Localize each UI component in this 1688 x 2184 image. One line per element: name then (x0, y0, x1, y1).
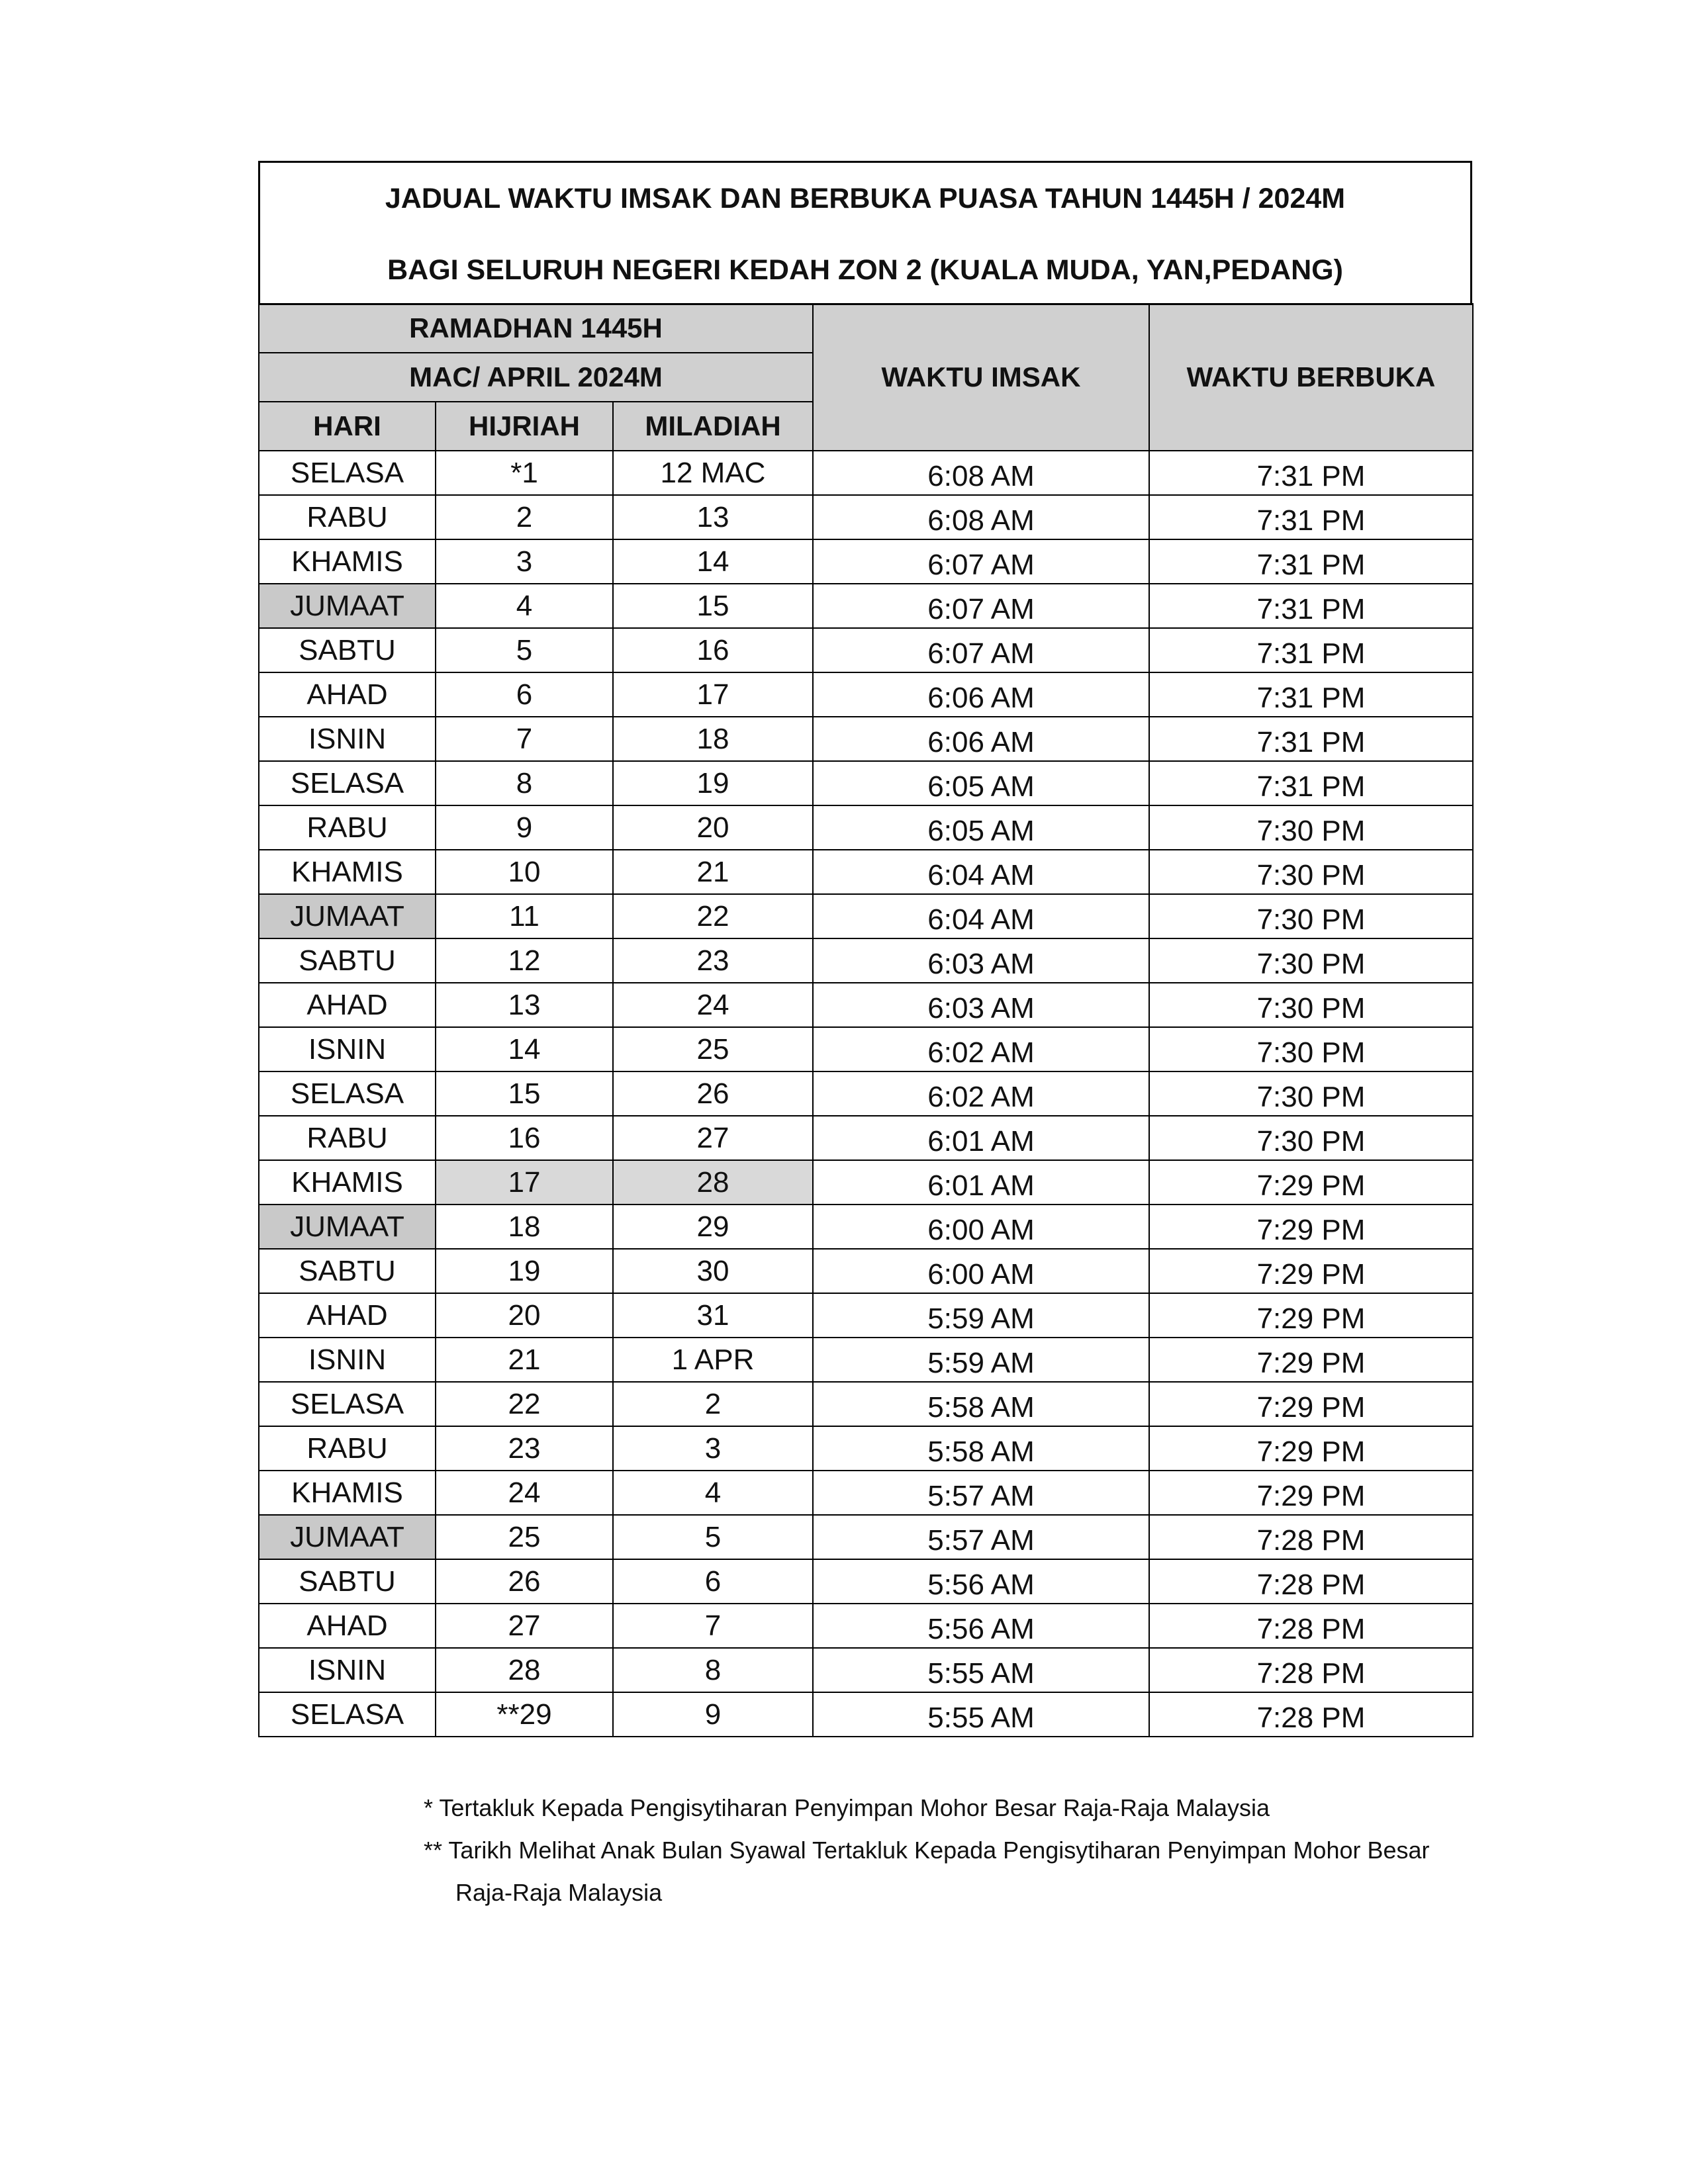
cell-hijriah: 9 (436, 805, 613, 850)
cell-hijriah: 8 (436, 761, 613, 805)
cell-berbuka: 7:30 PM (1149, 938, 1473, 983)
cell-imsak: 6:08 AM (813, 451, 1149, 495)
cell-hari: JUMAAT (259, 894, 436, 938)
cell-miladiah: 25 (613, 1027, 813, 1071)
cell-miladiah: 21 (613, 850, 813, 894)
cell-imsak: 6:03 AM (813, 938, 1149, 983)
cell-miladiah: 8 (613, 1648, 813, 1692)
cell-imsak: 5:57 AM (813, 1471, 1149, 1515)
cell-hijriah: 14 (436, 1027, 613, 1071)
cell-berbuka: 7:31 PM (1149, 761, 1473, 805)
table-row (259, 1426, 1473, 1471)
cell-berbuka: 7:31 PM (1149, 584, 1473, 628)
cell-hari: RABU (259, 1116, 436, 1160)
cell-miladiah: 2 (613, 1382, 813, 1426)
cell-hari: AHAD (259, 1604, 436, 1648)
table-row (259, 1338, 1473, 1382)
cell-hari: SABTU (259, 1559, 436, 1604)
cell-miladiah: 30 (613, 1249, 813, 1293)
cell-miladiah: 23 (613, 938, 813, 983)
header-hijriah: HIJRIAH (436, 402, 613, 451)
cell-miladiah: 16 (613, 628, 813, 672)
footnote-2: ** Tarikh Melihat Anak Bulan Syawal Tertakluk Kepada Pengisytiharan Penyimpan Mohor Besar (424, 1837, 1430, 1864)
cell-imsak: 6:02 AM (813, 1071, 1149, 1116)
cell-miladiah: 20 (613, 805, 813, 850)
table-row (259, 1116, 1473, 1160)
cell-hari: SELASA (259, 1382, 436, 1426)
cell-imsak: 5:56 AM (813, 1559, 1149, 1604)
cell-hijriah: 18 (436, 1205, 613, 1249)
table-row (259, 1382, 1473, 1426)
cell-imsak: 6:01 AM (813, 1160, 1149, 1205)
cell-miladiah: 6 (613, 1559, 813, 1604)
header-ramadhan: RAMADHAN 1445H (259, 304, 813, 353)
cell-imsak: 5:55 AM (813, 1648, 1149, 1692)
header-hari: HARI (259, 402, 436, 451)
cell-imsak: 5:58 AM (813, 1382, 1149, 1426)
cell-berbuka: 7:30 PM (1149, 1071, 1473, 1116)
cell-miladiah: 15 (613, 584, 813, 628)
cell-hari: SABTU (259, 938, 436, 983)
cell-hari: ISNIN (259, 1648, 436, 1692)
cell-berbuka: 7:29 PM (1149, 1426, 1473, 1471)
cell-hijriah: 12 (436, 938, 613, 983)
footnotes (424, 1787, 1516, 1914)
cell-hijriah: 21 (436, 1338, 613, 1382)
cell-hijriah: 15 (436, 1071, 613, 1116)
cell-hari: JUMAAT (259, 1515, 436, 1559)
cell-imsak: 5:55 AM (813, 1692, 1149, 1737)
table-row (259, 1293, 1473, 1338)
cell-miladiah: 24 (613, 983, 813, 1027)
cell-hari: AHAD (259, 983, 436, 1027)
cell-imsak: 5:59 AM (813, 1293, 1149, 1338)
table-row (259, 1515, 1473, 1559)
cell-berbuka: 7:31 PM (1149, 539, 1473, 584)
title-box (258, 161, 1472, 305)
table-row (259, 1559, 1473, 1604)
table-row (259, 1160, 1473, 1205)
cell-miladiah: 3 (613, 1426, 813, 1471)
cell-hijriah: 27 (436, 1604, 613, 1648)
cell-hijriah: 10 (436, 850, 613, 894)
table-row (259, 938, 1473, 983)
cell-miladiah: 18 (613, 717, 813, 761)
table-body (259, 451, 1473, 1737)
cell-hijriah: 7 (436, 717, 613, 761)
page-title: JADUAL WAKTU IMSAK DAN BERBUKA PUASA TAHUN 1445H / 2024M (385, 183, 1346, 214)
header-months: MAC/ APRIL 2024M (259, 353, 813, 402)
table-row (259, 983, 1473, 1027)
header-waktu-imsak: WAKTU IMSAK (813, 304, 1149, 451)
cell-imsak: 6:08 AM (813, 495, 1149, 539)
cell-imsak: 6:04 AM (813, 850, 1149, 894)
cell-miladiah: 7 (613, 1604, 813, 1648)
header-waktu-berbuka: WAKTU BERBUKA (1149, 304, 1473, 451)
cell-hari: ISNIN (259, 1338, 436, 1382)
cell-miladiah: 12 MAC (613, 451, 813, 495)
table-row (259, 1471, 1473, 1515)
cell-berbuka: 7:28 PM (1149, 1559, 1473, 1604)
table-row (259, 1071, 1473, 1116)
table-row (259, 672, 1473, 717)
cell-berbuka: 7:29 PM (1149, 1382, 1473, 1426)
cell-hari: SELASA (259, 1692, 436, 1737)
cell-miladiah: 29 (613, 1205, 813, 1249)
cell-hijriah: 28 (436, 1648, 613, 1692)
cell-miladiah: 28 (613, 1160, 813, 1205)
cell-miladiah: 22 (613, 894, 813, 938)
cell-imsak: 6:07 AM (813, 628, 1149, 672)
table-row (259, 539, 1473, 584)
cell-hijriah: 25 (436, 1515, 613, 1559)
cell-berbuka: 7:31 PM (1149, 717, 1473, 761)
cell-miladiah: 17 (613, 672, 813, 717)
cell-hari: ISNIN (259, 1027, 436, 1071)
cell-berbuka: 7:29 PM (1149, 1205, 1473, 1249)
cell-imsak: 5:56 AM (813, 1604, 1149, 1648)
table-row (259, 451, 1473, 495)
cell-imsak: 6:02 AM (813, 1027, 1149, 1071)
cell-hijriah: 11 (436, 894, 613, 938)
cell-berbuka: 7:30 PM (1149, 1116, 1473, 1160)
cell-berbuka: 7:29 PM (1149, 1160, 1473, 1205)
table-row (259, 717, 1473, 761)
cell-imsak: 6:00 AM (813, 1205, 1149, 1249)
timetable-sheet (258, 161, 1472, 1737)
cell-imsak: 6:03 AM (813, 983, 1149, 1027)
cell-hari: SABTU (259, 628, 436, 672)
cell-hijriah: 20 (436, 1293, 613, 1338)
footnote-1: * Tertakluk Kepada Pengisytiharan Penyimpan Mohor Besar Raja-Raja Malaysia (424, 1794, 1270, 1821)
cell-hari: KHAMIS (259, 1471, 436, 1515)
cell-miladiah: 4 (613, 1471, 813, 1515)
cell-hijriah: 22 (436, 1382, 613, 1426)
cell-hari: JUMAAT (259, 584, 436, 628)
footnote-2-continued: Raja-Raja Malaysia (455, 1879, 663, 1906)
cell-hari: SABTU (259, 1249, 436, 1293)
cell-miladiah: 31 (613, 1293, 813, 1338)
cell-imsak: 5:57 AM (813, 1515, 1149, 1559)
table-row (259, 584, 1473, 628)
cell-berbuka: 7:30 PM (1149, 894, 1473, 938)
cell-imsak: 6:06 AM (813, 672, 1149, 717)
cell-hari: KHAMIS (259, 850, 436, 894)
cell-hijriah: 5 (436, 628, 613, 672)
cell-hijriah: 3 (436, 539, 613, 584)
table-row (259, 805, 1473, 850)
cell-berbuka: 7:31 PM (1149, 451, 1473, 495)
cell-imsak: 6:05 AM (813, 761, 1149, 805)
cell-berbuka: 7:29 PM (1149, 1249, 1473, 1293)
cell-berbuka: 7:28 PM (1149, 1515, 1473, 1559)
cell-hijriah: 19 (436, 1249, 613, 1293)
cell-imsak: 6:00 AM (813, 1249, 1149, 1293)
cell-hijriah: *1 (436, 451, 613, 495)
table-row (259, 1249, 1473, 1293)
page-subtitle: BAGI SELURUH NEGERI KEDAH ZON 2 (KUALA MUDA, YAN,PEDANG) (387, 254, 1343, 286)
cell-hari: SELASA (259, 761, 436, 805)
cell-hijriah: 13 (436, 983, 613, 1027)
cell-miladiah: 13 (613, 495, 813, 539)
cell-imsak: 6:01 AM (813, 1116, 1149, 1160)
table-row (259, 495, 1473, 539)
cell-hari: RABU (259, 805, 436, 850)
cell-imsak: 6:05 AM (813, 805, 1149, 850)
cell-miladiah: 26 (613, 1071, 813, 1116)
cell-hijriah: 4 (436, 584, 613, 628)
cell-hari: JUMAAT (259, 1205, 436, 1249)
cell-miladiah: 9 (613, 1692, 813, 1737)
cell-imsak: 5:58 AM (813, 1426, 1149, 1471)
table-row (259, 894, 1473, 938)
cell-hijriah: 2 (436, 495, 613, 539)
cell-hari: RABU (259, 1426, 436, 1471)
cell-hari: AHAD (259, 672, 436, 717)
cell-miladiah: 1 APR (613, 1338, 813, 1382)
table-row (259, 850, 1473, 894)
cell-hari: ISNIN (259, 717, 436, 761)
cell-berbuka: 7:28 PM (1149, 1648, 1473, 1692)
cell-hari: SELASA (259, 451, 436, 495)
cell-hari: RABU (259, 495, 436, 539)
cell-imsak: 6:04 AM (813, 894, 1149, 938)
cell-berbuka: 7:28 PM (1149, 1692, 1473, 1737)
cell-miladiah: 19 (613, 761, 813, 805)
cell-hijriah: **29 (436, 1692, 613, 1737)
table-row (259, 628, 1473, 672)
cell-berbuka: 7:28 PM (1149, 1604, 1473, 1648)
cell-miladiah: 5 (613, 1515, 813, 1559)
cell-berbuka: 7:30 PM (1149, 983, 1473, 1027)
cell-berbuka: 7:31 PM (1149, 628, 1473, 672)
cell-hijriah: 17 (436, 1160, 613, 1205)
cell-hari: AHAD (259, 1293, 436, 1338)
cell-imsak: 6:06 AM (813, 717, 1149, 761)
cell-berbuka: 7:29 PM (1149, 1338, 1473, 1382)
cell-berbuka: 7:31 PM (1149, 672, 1473, 717)
cell-berbuka: 7:31 PM (1149, 495, 1473, 539)
table-row (259, 1027, 1473, 1071)
cell-hari: KHAMIS (259, 1160, 436, 1205)
cell-hijriah: 6 (436, 672, 613, 717)
cell-miladiah: 14 (613, 539, 813, 584)
table-row (259, 1604, 1473, 1648)
cell-hijriah: 24 (436, 1471, 613, 1515)
header-miladiah: MILADIAH (613, 402, 813, 451)
table-row (259, 1205, 1473, 1249)
cell-berbuka: 7:30 PM (1149, 850, 1473, 894)
cell-berbuka: 7:29 PM (1149, 1293, 1473, 1338)
cell-hari: SELASA (259, 1071, 436, 1116)
table-row (259, 761, 1473, 805)
cell-hari: KHAMIS (259, 539, 436, 584)
cell-berbuka: 7:30 PM (1149, 805, 1473, 850)
cell-hijriah: 23 (436, 1426, 613, 1471)
table-row (259, 1648, 1473, 1692)
cell-miladiah: 27 (613, 1116, 813, 1160)
table-header (259, 304, 1473, 451)
cell-imsak: 6:07 AM (813, 584, 1149, 628)
timetable (258, 303, 1474, 1737)
table-row (259, 1692, 1473, 1737)
cell-hijriah: 16 (436, 1116, 613, 1160)
cell-imsak: 6:07 AM (813, 539, 1149, 584)
cell-hijriah: 26 (436, 1559, 613, 1604)
cell-imsak: 5:59 AM (813, 1338, 1149, 1382)
cell-berbuka: 7:29 PM (1149, 1471, 1473, 1515)
cell-berbuka: 7:30 PM (1149, 1027, 1473, 1071)
